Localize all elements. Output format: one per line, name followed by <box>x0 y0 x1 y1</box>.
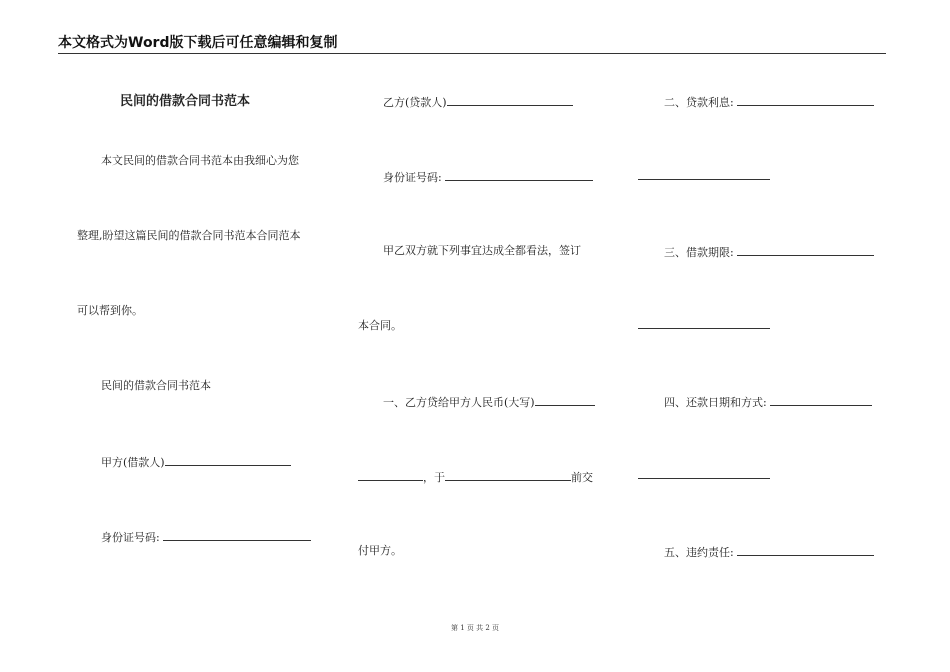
clause-2-field <box>664 94 874 110</box>
date-blank <box>445 469 571 481</box>
interest-continued-blank <box>638 179 770 180</box>
page-number: 第 1 页 共 2 页 <box>450 624 500 632</box>
interest-blank <box>737 94 874 106</box>
clause-1-line-2 <box>358 469 593 485</box>
intro-line-2: 整理,盼望这篇民间的借款合同书范本合同范本 <box>77 229 301 242</box>
clause-2-label: 二、贷款利息: <box>664 96 734 109</box>
clause-3-field <box>664 244 874 260</box>
clause-1-end-text: 前交 <box>571 471 593 484</box>
borrower-id-blank <box>163 529 311 541</box>
borrower-label: 甲方(借款人) <box>101 456 165 469</box>
clause-3-label: 三、借款期限: <box>664 246 734 259</box>
subtitle: 民间的借款合同书范本 <box>101 379 211 392</box>
lender-blank <box>447 94 573 106</box>
agreement-line-2: 本合同。 <box>358 319 402 332</box>
lender-field <box>383 94 573 110</box>
lender-id-field <box>383 169 593 185</box>
clause-5-label: 五、违约责任: <box>664 546 734 559</box>
liability-blank <box>737 544 874 556</box>
document-title: 民间的借款合同书范本 <box>120 94 251 109</box>
agreement-line-1: 甲乙双方就下列事宜达成全都看法，签订 <box>383 244 581 257</box>
clause-1-label: 一、乙方贷给甲方人民币(大写) <box>383 396 535 409</box>
intro-line-1: 本文民间的借款合同书范本由我细心为您 <box>101 154 299 167</box>
borrower-id-field <box>101 529 311 545</box>
clause-4-label: 四、还款日期和方式: <box>664 396 767 409</box>
clause-1-line-1 <box>383 394 595 410</box>
amount-blank <box>535 394 595 406</box>
clause-4-field <box>664 394 872 410</box>
repayment-continued-blank <box>638 478 770 479</box>
borrower-id-label: 身份证号码: <box>101 531 160 544</box>
term-continued-blank <box>638 328 770 329</box>
amount-continued-blank <box>358 469 423 481</box>
lender-label: 乙方(贷款人) <box>383 96 447 109</box>
term-blank <box>737 244 874 256</box>
intro-line-3: 可以帮到你。 <box>77 304 143 317</box>
borrower-blank <box>165 454 291 466</box>
clause-5-field <box>664 544 874 560</box>
clause-1-mid-text: ，于 <box>423 471 445 484</box>
lender-id-label: 身份证号码: <box>383 171 442 184</box>
borrower-field <box>101 454 291 470</box>
lender-id-blank <box>445 169 593 181</box>
document-header: 本文格式为Word版下载后可任意编辑和复制 <box>58 33 886 54</box>
clause-1-line-3: 付甲方。 <box>358 544 402 557</box>
repayment-blank <box>770 394 872 406</box>
